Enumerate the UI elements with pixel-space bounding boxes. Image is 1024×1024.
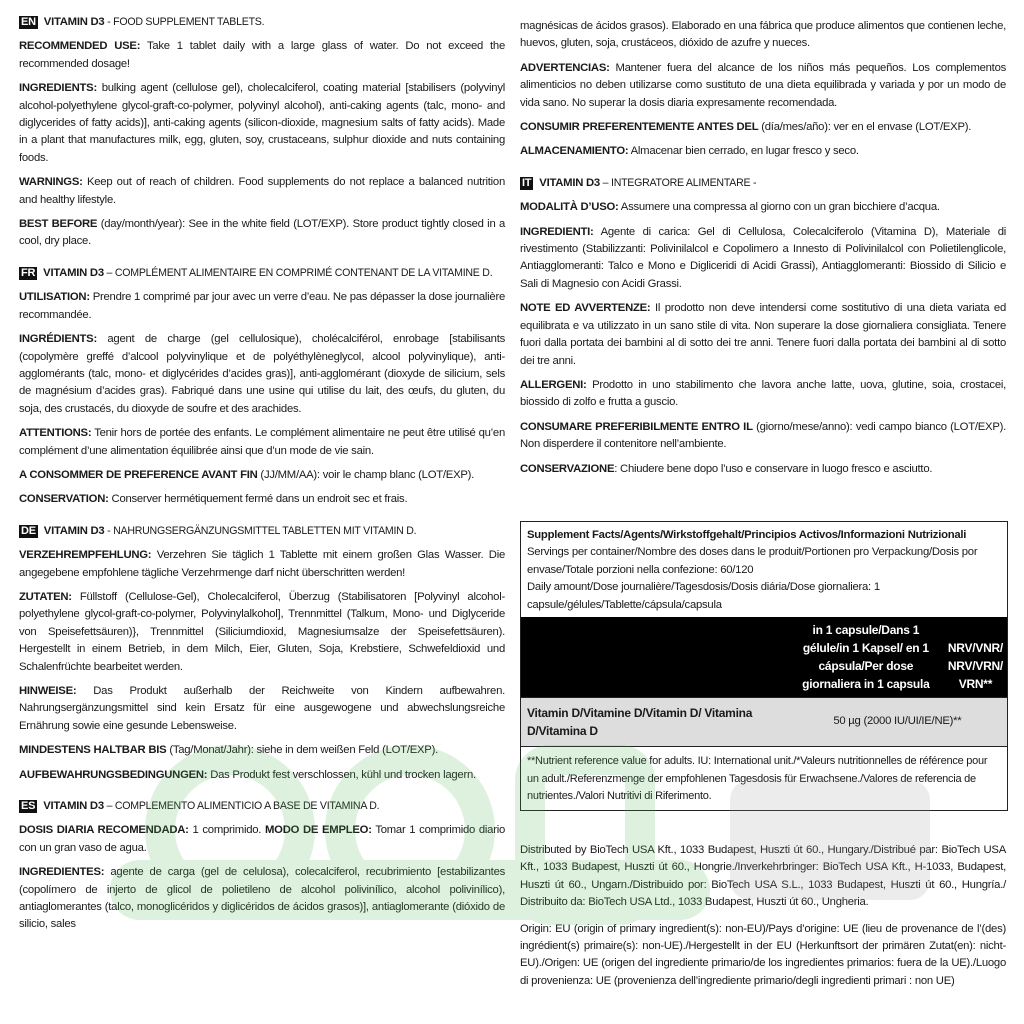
facts-daily-amount: Daily amount/Dose journalière/Tagesdosis/Dosis diária/Dose giornaliera: 1 capsule/gélules/Tablette/cápsula/capsula: [527, 581, 880, 611]
es-language-tag: ES: [21, 800, 36, 813]
de-language-tag: DE: [21, 524, 36, 537]
es-title: VITAMIN D3: [43, 800, 104, 813]
it-title: VITAMIN D3: [539, 176, 600, 189]
fr-attentions: ATTENTIONS: Tenir hors de portée des enfants. Le complément alimentaire ne peut être utilisé qu’en complément d’une alimentation équilibrée ainsi que d’un mode de vie sain.: [19, 427, 505, 457]
facts-header: [521, 522, 1007, 617]
en-title: VITAMIN D3: [43, 16, 105, 28]
es-advertencias: ADVERTENCIAS: Mantener fuera del alcance de los niños más pequeños. Los complementos alimenticios no deben utilizarse como sustituto de una dieta equilibrada y variada y por un modo de vida sano. No superar la dosis diaria expresamente recomendada.: [520, 61, 1006, 109]
table-row: [521, 698, 1007, 747]
es-ingredientes-continued: magnésicas de ácidos grasos). Elaborado en una fábrica que produce alimentos que contienen leche, huevos, gluten, soja, crustáceos, dióxido de azufre y nueces.: [520, 20, 1006, 50]
de-haltbar: MINDESTENS HALTBAR BIS (Tag/Monat/Jahr): siehe in dem weißen Feld (LOT/EXP).: [19, 744, 438, 757]
en-warnings: WARNINGS: Keep out of reach of children. Food supplements do not replace a balanced nutrition and healthy lifestyle.: [19, 176, 505, 206]
en-best-before: BEST BEFORE (day/month/year): See in the white field (LOT/EXP). Store product tightly closed in a cool, dry place.: [19, 218, 506, 248]
it-subtitle: – INTEGRATORE ALIMENTARE -: [599, 176, 757, 189]
it-section-header: [520, 175, 1006, 192]
facts-col-nrv: NRV/VNR/ NRV/VRN/ VRN**: [944, 617, 1007, 698]
distribution-info: [520, 842, 1006, 999]
en-subtitle: - FOOD SUPPLEMENT TABLETS.: [104, 16, 265, 28]
origin-info: Origin: EU (origin of primary ingredient(s): non-EU)/Pays d’origine: UE (lieu de provenance de l’(des) ingrédient(s) primaire(s): non-UE)./Hergestellt in der EU (Herkunftsort der primären Zutat(en): nicht-EU)./Origen: UE (origen del ingrediente primario/de los ingredientes primarios: fuera de la UE)./Luogo di provenienza: UE (provenienza dell’ingrediente primario/degli ingredienti primari : non UE): [520, 922, 1006, 987]
distributed-by: Distributed by BioTech USA Kft., 1033 Budapest, Huszti út 60., Hungary./Distribué par: BioTech USA Kft., 1033 Budapest, Huszti út 60., Hongrie./Inverkehrbringer: BioTech USA Kft., H-1033, Budapest, Huszti út 60., Ungarn./Distribuido por: BioTech USA S.L., 1033 Budapest, Huszti út 60., Hungría./ Distribuito da: BioTech USA Ltd., 1033 Budapest, Huszti út 60., Ungheria.: [520, 844, 1006, 909]
de-hinweise: HINWEISE: Das Produkt außerhalb der Reichweite von Kindern aufbewahren. Nahrungsergänzungsmittel sind kein Ersatz für eine ausgewogene und abwechslungsreiche Ernährung sowie eine gesunde Lebensweise.: [19, 685, 505, 732]
it-avvertenze: NOTE ED AVVERTENZE: Il prodotto non deve intendersi come sostitutivo di una dieta variata ed equilibrata e va utilizzato in un sano stile di vita. Non superare la dose giornaliera consigliata. Tenere fuori dalla portata dei bambini al di sotto dei tre anni. Tenere fuori dalla portata dei bambini al di sotto dei tre anni.: [520, 302, 1006, 367]
left-column: [19, 14, 505, 941]
de-title: VITAMIN D3: [43, 524, 105, 537]
it-modalita: MODALITÀ D’USO: Assumere una compressa al giorno con un gran bicchiere d’acqua.: [520, 201, 940, 214]
es-consumir: CONSUMIR PREFERENTEMENTE ANTES DEL (día/mes/año): ver en el envase (LOT/EXP).: [520, 121, 972, 134]
fr-section-header: [19, 265, 505, 282]
facts-row-value: 50 µg (2000 IU/UI/IE/NE)**: [788, 698, 1007, 747]
supplement-facts-box: [520, 521, 1008, 811]
es-almacenamiento: ALMACENAMIENTO: Almacenar bien cerrado, en lugar fresco y seco.: [520, 145, 859, 158]
de-verzehrempfehlung: VERZEHREMPFEHLUNG: Verzehren Sie täglich 1 Tablette mit einem großen Glas Wasser. Die angegebene empfohlene tägliche Verzehrmenge darf nicht überschritten werden!: [19, 549, 505, 579]
it-conservazione: CONSERVAZIONE: Chiudere bene dopo l’uso e conservare in luogo fresco e asciutto.: [520, 462, 933, 475]
facts-table-header: [521, 617, 1007, 698]
en-language-tag: EN: [21, 16, 36, 28]
es-ingredientes: INGREDIENTES: agente de carga (gel de celulosa), colecalciferol, recubrimiento [estabilizantes (copolímero de injerto de glicol de polietileno de alcohol polivinílico, alcohol polivinílico), antiaglomerantes (talco, monoglicéridos y diglicéridos de ácidos grasos)], antiaglomerante (dióxido de silicio, sales: [19, 866, 505, 931]
right-column: [520, 18, 1006, 485]
de-subtitle: - NAHRUNGSERGÄNZUNGSMITTEL TABLETTEN MIT VITAMIN D.: [104, 524, 417, 537]
facts-header-blank: [521, 617, 788, 698]
facts-footnote: **Nutrient reference value for adults. IU: International unit./*Valeurs nutritionnelles de référence pour un adult./Referenzmenge der empfohlenen Tagesdosis für Erwachsene./Valores de referencia de nutrientes./Valori Nutritivi di Riferimento.: [521, 746, 1007, 810]
en-ingredients: INGREDIENTS: bulking agent (cellulose gel), cholecalciferol, coating material [stabilisers (polyvinyl alcohol-polyethylene glycol-graft-co-polymer, polyvinyl alcohol), anti-caking agents (talc, mono- and diglycerides of fatty acids)], anti-caking agents (silicon-dioxide, magnesium salts of fatty acids). Made in a plant that manufactures milk, egg, gluten, soy, crustaceans, sulphur dioxide and nuts containing foods.: [19, 82, 505, 164]
es-subtitle: – COMPLEMENTO ALIMENTICIO A BASE DE VITAMINA D.: [103, 800, 380, 813]
fr-utilisation: UTILISATION: Prendre 1 comprimé par jour avec un verre d’eau. Ne pas dépasser la dose journalière recommandée.: [19, 291, 506, 321]
facts-title: Supplement Facts/Agents/Wirkstoffgehalt/Principios Activos/Informazioni Nutrizionali: [527, 529, 967, 541]
facts-row-label: Vitamin D/Vitamine D/Vitamin D/ Vitamina D/Vitamina D: [521, 698, 788, 747]
fr-subtitle: – COMPLÉMENT ALIMENTAIRE EN COMPRIMÉ CONTENANT DE LA VITAMINE D.: [103, 266, 493, 279]
facts-table: [521, 617, 1007, 746]
fr-title: VITAMIN D3: [43, 266, 104, 279]
fr-ingredients: INGRÉDIENTS: agent de charge (gel cellulosique), cholécalciférol, enrobage [stabilisants (copolymère greffé d’alcool polyvinylique et de polyéthylèneglycol, alcool polyvinylique), anti-agglomérants (talc, mono- et diglycérides d’acides gras)], anti-agglomérant (dioxyde de silicium, sels de magnésium d’acides gras). Fabriqué dans une usine qui utilise du lait, des œufs, du gluten, du soja, des crustacés, du dioxyde de soufre et des arachides.: [19, 333, 505, 415]
it-language-tag: IT: [522, 176, 532, 189]
facts-servings: Servings per container/Nombre des doses dans le produit/Portionen pro Verpackung/Dosis por envase/Totale porzioni nella confezione: 60/120: [527, 546, 978, 576]
de-zutaten: ZUTATEN: Füllstoff (Cellulose-Gel), Cholecalciferol, Überzug (Stabilisatoren [Polyvinyl alcohol-polyethylene glycol-graft-co-polymer, Polyvinylalkohol], Trennmittel (Talkum, Mono- und Diglyceride von Speisefettsäuren)}, Trennmittel (Siliciumdioxid, Magnesiumsalze der Speisefettsäuren). Hergestellt in einem Betrieb, in dem Milch, Eier, Gluten, Soja, Krebstiere, Schwefeldioxid und Schalenfrüchte bearbeitet werden.: [19, 590, 505, 673]
es-section-header: [19, 798, 505, 815]
it-allergeni: ALLERGENI: Prodotto in uno stabilimento che lavora anche latte, uova, glutine, soia, crostacei, biossido di zolfo e frutta a guscio.: [520, 378, 1006, 409]
de-aufbewahrung: AUFBEWAHRUNGSBEDINGUNGEN: Das Produkt fest verschlossen, kühl und trocken lagern.: [19, 768, 476, 781]
facts-col-amount: in 1 capsule/Dans 1 gélule/in 1 Kapsel/ en 1 cápsula/Per dose giornaliera in 1 capsula: [788, 617, 944, 698]
fr-best-before: A CONSOMMER DE PREFERENCE AVANT FIN (JJ/MM/AA): voir le champ blanc (LOT/EXP).: [19, 468, 475, 481]
es-dosis: DOSIS DIARIA RECOMENDADA: 1 comprimido. MODO DE EMPLEO: Tomar 1 comprimido diario con un gran vaso de agua.: [19, 824, 506, 854]
fr-conservation: CONSERVATION: Conserver hermétiquement fermé dans un endroit sec et frais.: [19, 493, 408, 506]
en-recommended-use: RECOMMENDED USE: Take 1 tablet daily with a large glass of water. Do not exceed the recommended dosage!: [19, 40, 505, 70]
it-ingredienti: INGREDIENTI: Agente di carica: Gel di Cellulosa, Colecalciferolo (Vitamina D), Materiale di rivestimento (Stabilizzanti: Polivinilalcol e Copolimero a Innesto di Polivinilalcol con Polietilenglicole, Antiagglomeranti: Talco e Mono e Digliceridi di Acidi Grassi), Antiagglomeranti: Biossido di Silicio e Sali di Magnesio con Acidi Grassi.: [520, 225, 1006, 290]
de-section-header: [19, 523, 505, 540]
it-consumare: CONSUMARE PREFERIBILMENTE ENTRO IL (giorno/mese/anno): vedi campo bianco (LOT/EXP). Non disperdere il contenitore nell’ambiente.: [520, 420, 1006, 451]
fr-language-tag: FR: [21, 266, 36, 279]
en-section-header: [19, 14, 505, 31]
